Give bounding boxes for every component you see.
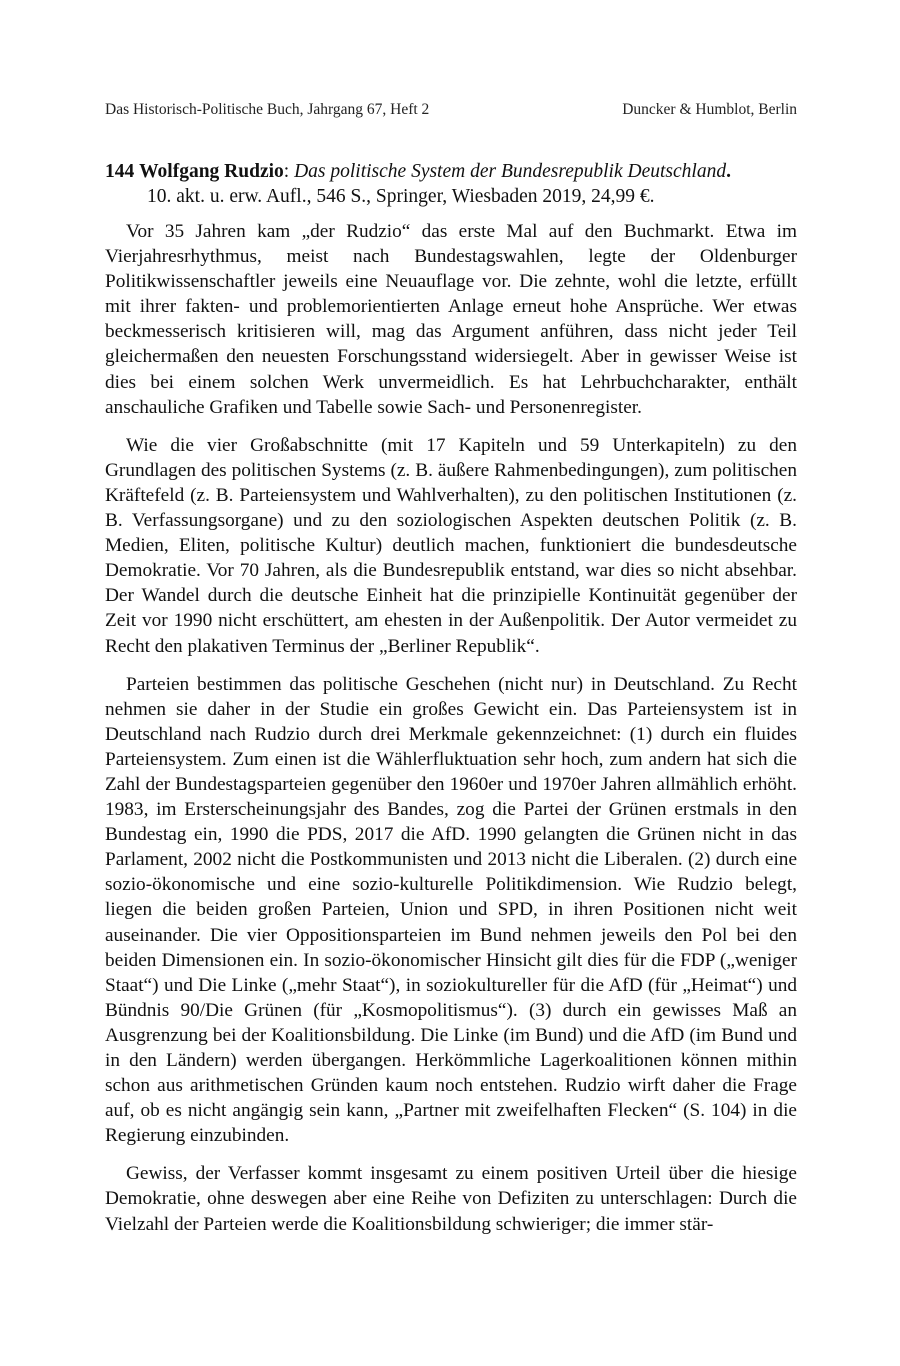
publisher: Duncker & Humblot, Berlin <box>622 101 797 118</box>
paragraph: Parteien bestimmen das politische Geschehen (nicht nur) in Deutschland. Zu Recht nehmen sie daher in der Studie ein großes Gewicht ein. Das Parteiensystem ist in Deutschland nach Rudzio durch drei Merkmale gekennzeichnet: (1) durch ein fluides Parteiensystem. Zum einen ist die Wählerfluktuation sehr hoch, zum andern hat sich die Zahl der Bundestagsparteien gegenüber den 1960er und 1970er Jahren allmählich erhöht. 1983, im Ersterscheinungsjahr des Bandes, zog die Partei der Grünen erstmals in den Bundestag ein, 1990 die PDS, 2017 die AfD. 1990 gelangten die Grünen nicht in das Parlament, 2002 nicht die Postkommunisten und 2013 nicht die Liberalen. (2) durch eine sozio-ökonomische und eine sozio-kulturelle Politikdimension. Wie Rudzio belegt, liegen die beiden großen Parteien, Union und SPD, in ihren Positionen nicht weit auseinander. Die vier Oppositionsparteien im Bund nehmen jeweils den Pol bei den beiden Dimensionen ein. In sozio-ökonomischer Hinsicht gilt dies für die FDP („weniger Staat“) und Die Linke („mehr Staat“), in soziokultureller für die AfD (für „Heimat“) und Bündnis 90/Die Grünen (für „Kosmopolitismus“). (3) durch ein gewisses Maß an Ausgrenzung bei der Koalitionsbildung. Die Linke (im Bund) und die AfD (im Bund und in den Ländern) werden übergangen. Herkömmliche Lagerkoalitionen können mithin schon aus arithmetischen Gründen kaum noch entstehen. Rudzio wirft daher die Frage auf, ob es nicht angängig sein kann, „Partner mit zweifelhaften Flecken“ (S. 104) in die Regierung einzubinden. <box>105 673 797 1147</box>
entry-author: Wolfgang Rudzio <box>139 161 284 182</box>
journal-title: Das Historisch-Politische Buch, Jahrgang 67, Heft 2 <box>105 101 430 118</box>
review-entry <box>105 159 797 1250</box>
entry-number: 144 <box>105 161 135 182</box>
entry-publication: 10. akt. u. erw. Aufl., 546 S., Springer, Wiesbaden 2019, 24,99 €. <box>147 186 655 207</box>
entry-separator: : <box>283 161 290 182</box>
paragraph: Gewiss, der Verfasser kommt insgesamt zu einem positiven Urteil über die hiesige Demokratie, ohne deswegen aber eine Reihe von Defiziten zu unterschlagen: Durch die Vielzahl der Parteien werde die Koalitionsbildung schwieriger; die immer stär- <box>105 1163 797 1235</box>
entry-heading <box>105 159 797 209</box>
review-body <box>105 219 797 1237</box>
paragraph: Vor 35 Jahren kam „der Rudzio“ das erste Mal auf den Buchmarkt. Etwa im Vierjahresrhythmus, meist nach Bundestagswahlen, legte der Oldenburger Politikwissenschaftler jeweils eine Neuauflage vor. Die zehnte, wohl die letzte, erfüllt mit ihrer fakten- und problemorientierten Anlage erneut hohe Ansprüche. Wer etwas beckmesserisch kritisieren will, mag das Argument anführen, dass nicht jeder Teil gleichermaßen den neuesten Forschungsstand widersiegelt. Aber in gewisser Weise ist dies bei einem solchen Werk unvermeidlich. Es hat Lehrbuchcharakter, enthält anschauliche Grafiken und Tabelle sowie Sach- und Personenregister. <box>105 221 797 418</box>
running-header <box>105 101 797 119</box>
entry-title: Das politische System der Bundesrepublik Deutschland <box>294 161 727 182</box>
paragraph: Wie die vier Großabschnitte (mit 17 Kapiteln und 59 Unterkapiteln) zu den Grundlagen des politischen Systems (z. B. äußere Rahmenbedingungen), zum politischen Kräftefeld (z. B. Parteiensystem und Wahlverhalten), zu den politischen Institutionen (z. B. Verfassungsorgane) und zu den soziologischen Aspekten deutschen Politik (z. B. Medien, Eliten, politische Kultur) deutlich machen, funktioniert die bundesdeutsche Demokratie. Vor 70 Jahren, als die Bundesrepublik entstand, war dies so nicht absehbar. Der Wandel durch die deutsche Einheit hat die prinzipielle Kontinuität gegenüber der Zeit vor 1990 nicht erschüttert, am ehesten in der Außenpolitik. Der Autor vermeidet zu Recht den plakativen Terminus der „Berliner Republik“. <box>105 434 797 657</box>
entry-title-end: . <box>726 161 731 182</box>
